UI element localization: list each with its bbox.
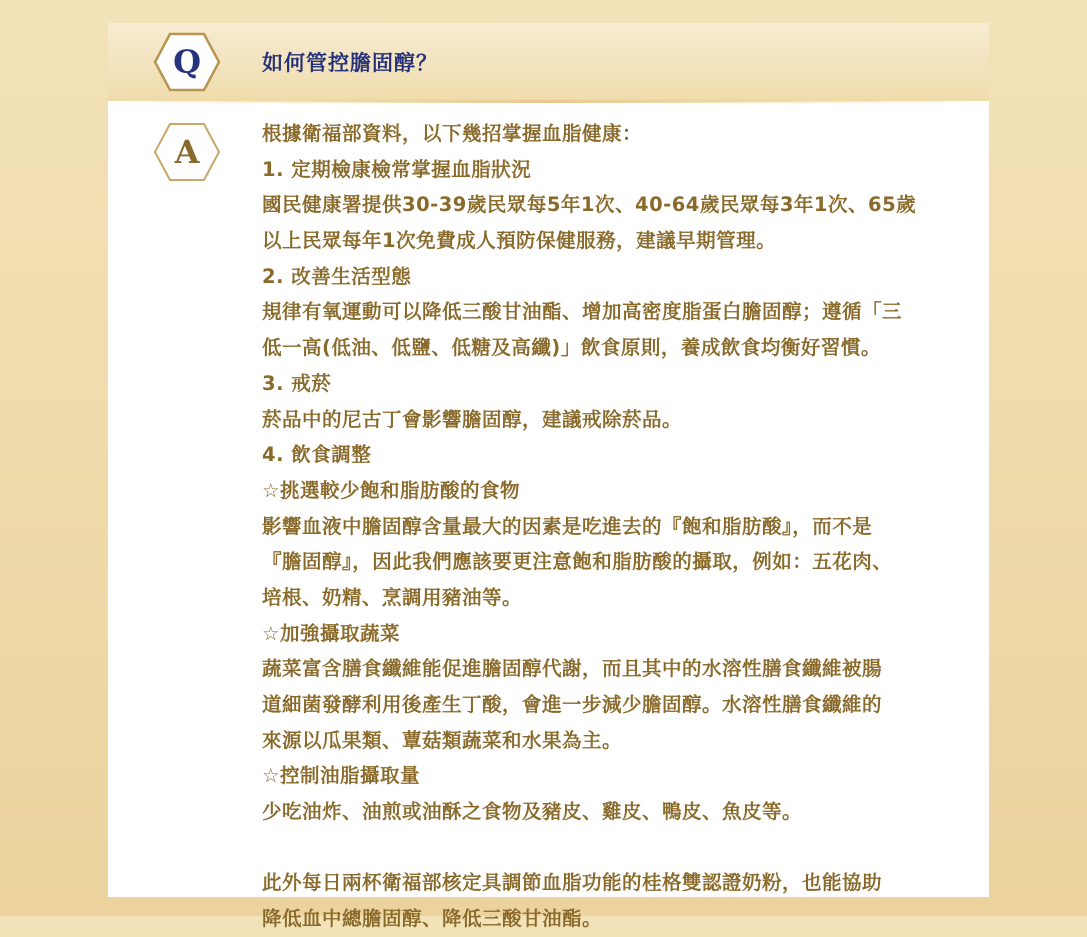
answer-line: 『膽固醇』，因此我們應該要更注意飽和脂肪酸的攝取，例如：五花肉、: [262, 550, 893, 574]
answer-line: 2. 改善生活型態: [262, 264, 412, 288]
answer-line: 4. 飲食調整: [262, 443, 372, 467]
question-badge-letter: Q: [173, 43, 201, 81]
answer-badge: [152, 121, 222, 183]
answer-line: 規律有氧運動可以降低三酸甘油酯、增加高密度脂蛋白膽固醇；遵循「三: [262, 300, 903, 324]
answer-line: 3. 戒菸: [262, 371, 332, 395]
answer-line: 來源以瓜果類、蕈菇類蔬菜和水果為主。: [262, 728, 623, 752]
answer-body: [262, 116, 962, 937]
question-badge: [152, 31, 222, 93]
answer-line: 道細菌發酵利用後產生丁酸，會進一步減少膽固醇。水溶性膳食纖維的: [262, 693, 883, 716]
answer-line: 低一高(低油、低鹽、低糖及高纖)」飲食原則，養成飲食均衡好習慣。: [262, 336, 881, 360]
question-header: [108, 23, 989, 101]
answer-line: 國民健康署提供30-39歲民眾每5年1次、40-64歲民眾每3年1次、65歲: [262, 193, 917, 217]
answer-blank-line: [262, 830, 962, 866]
answer-badge-letter: A: [174, 133, 200, 171]
answer-line: ☆挑選較少飽和脂肪酸的食物: [262, 478, 520, 502]
answer-line: 影響血液中膽固醇含量最大的因素是吃進去的『飽和脂肪酸』，而不是: [262, 514, 873, 538]
answer-line: 此外每日兩杯衛福部核定具調節血脂功能的桂格雙認證奶粉，也能協助: [262, 871, 883, 895]
answer-line: 根據衛福部資料，以下幾招掌握血脂健康：: [262, 122, 643, 145]
answer-line: 蔬菜富含膳食纖維能促進膽固醇代謝，而且其中的水溶性膳食纖維被腸: [262, 657, 883, 681]
answer-line: 培根、奶精、烹調用豬油等。: [262, 585, 523, 609]
answer-line: ☆加強攝取蔬菜: [262, 621, 400, 645]
answer-line: 1. 定期檢康檢常掌握血脂狀況: [262, 157, 532, 181]
answer-line: 降低血中總膽固醇、降低三酸甘油酯。: [262, 907, 603, 931]
answer-line: 菸品中的尼古丁會影響膽固醇，建議戒除菸品。: [262, 407, 683, 431]
answer-line: ☆控制油脂攝取量: [262, 764, 420, 788]
answer-line: 少吃油炸、油煎或油酥之食物及豬皮、雞皮、鴨皮、魚皮等。: [262, 800, 803, 824]
faq-card: [108, 23, 989, 931]
question-text: 如何管控膽固醇？: [262, 51, 438, 75]
answer-line: 以上民眾每年1次免費成人預防保健服務，建議早期管理。: [262, 229, 777, 253]
